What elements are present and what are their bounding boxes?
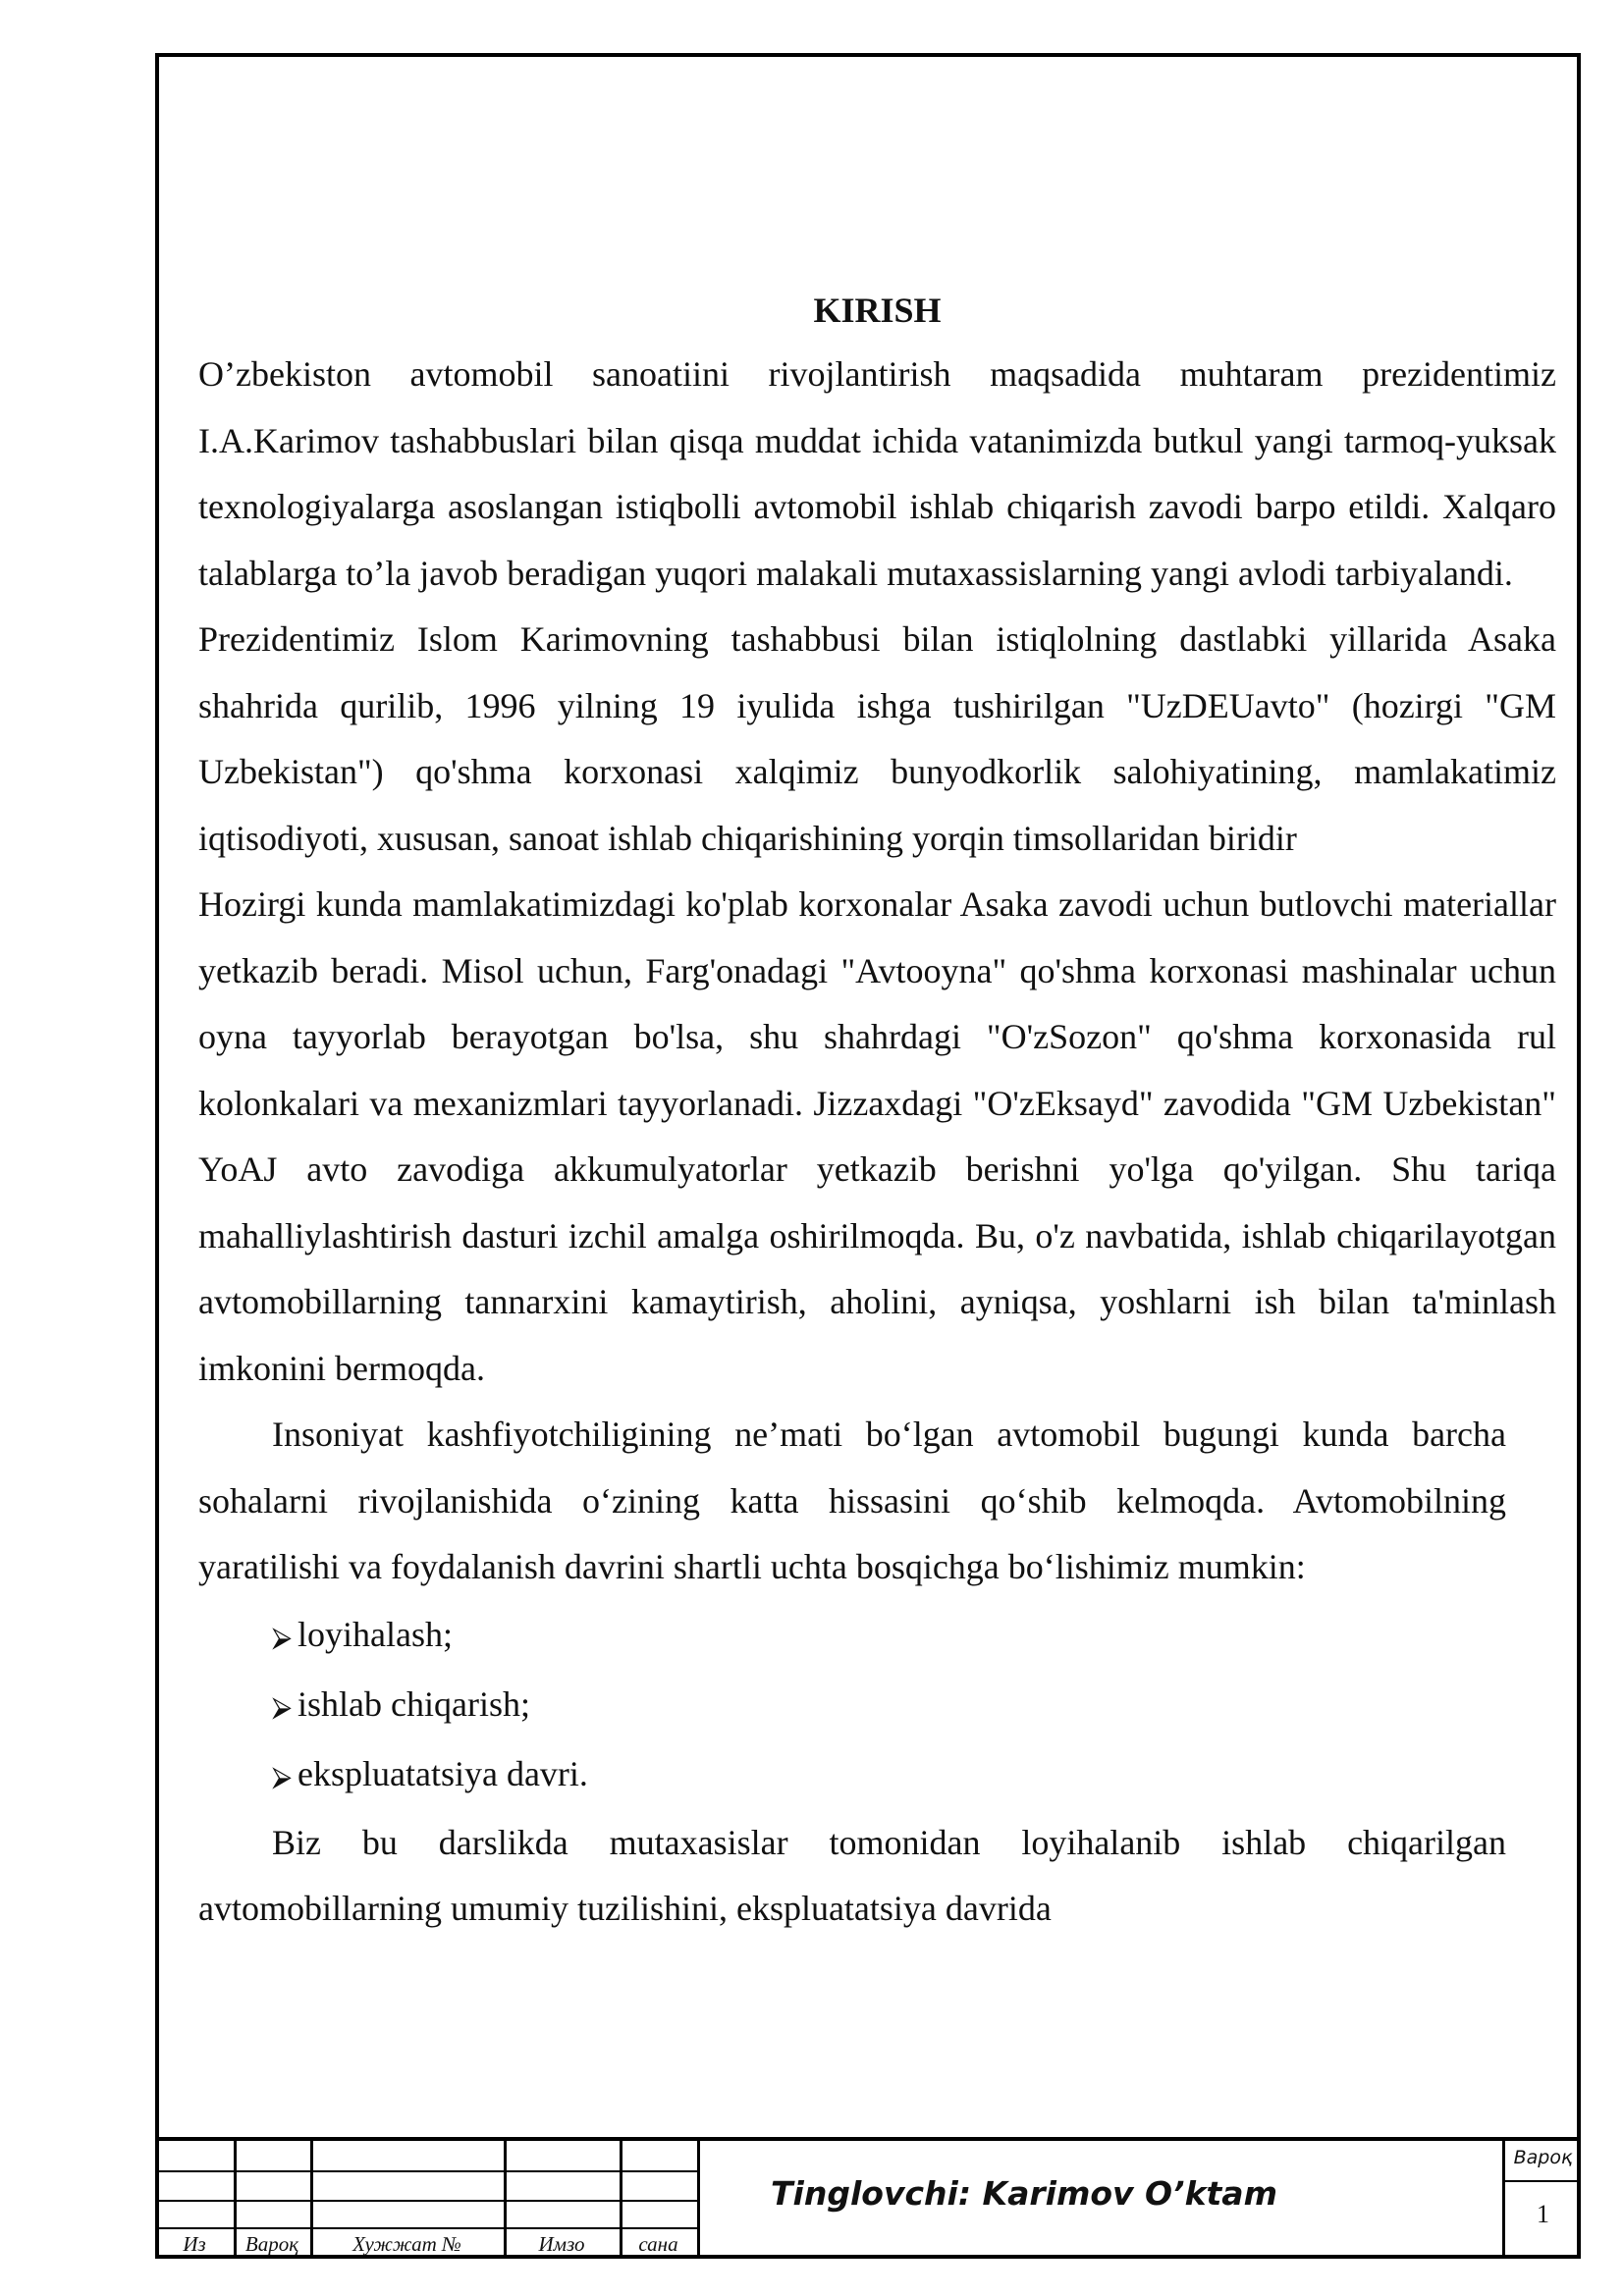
stamp-label-iz: Из xyxy=(183,2232,206,2256)
list-item-text: loyihalash; xyxy=(298,1614,453,1654)
stamp-label-signature: Имзо xyxy=(538,2232,585,2256)
stamp-label-date: сана xyxy=(638,2232,678,2256)
stamp-label-document-no: Хужжат № xyxy=(352,2232,461,2256)
paragraph: O’zbekiston avtomobil sanoatiini rivojlantirish maqsadida muhtaram prezidentimiz I.A.Karimov tashabbuslari bilan qisqa muddat ichida vatanimizda butkul yangi tarmoq-yuksak texnologiyalarga asoslangan istiqbolli avtomobil ishlab chiqarish zavodi barpo etildi. Xalqaro talablarga to’la javob beradigan yuqori malakali mutaxassislarning yangi avlodi tarbiyalandi. xyxy=(198,354,1556,593)
bullet-icon: ⮚ xyxy=(272,1759,292,1792)
list-item xyxy=(198,1601,1556,1671)
document-heading: KIRISH xyxy=(813,291,942,330)
bullet-icon: ⮚ xyxy=(272,1689,292,1723)
sheet-label: Вароқ xyxy=(1513,2147,1573,2168)
paragraph: Biz bu darslikda mutaxasislar tomonidan loyihalanib ishlab chiqarilgan avtomobillarning umumiy tuzilishini, ekspluatatsiya davrida xyxy=(198,1822,1506,1928)
bullet-icon: ⮚ xyxy=(272,1620,292,1653)
title-block xyxy=(155,2137,1581,2259)
paragraph: Hozirgi kunda mamlakatimizdagi ko'plab korxonalar Asaka zavodi uchun butlovchi materiallar yetkazib beradi. Misol uchun, Farg'onadagi "Avtooyna" qo'shma korxonasi mashinalar uchun oyna tayyorlab berayotgan bo'lsa, shu shahrdagi "O'zSozon" qo'shma korxonasida rul kolonkalari va mexanizmlari tayyorlanadi. Jizzaxdagi "O'zEksayd" zavodida "GM Uzbekistan" YoAJ avto zavodiga akkumulyatorlar yetkazib berishni yo'lga qo'yilgan. Shu tariqa mahalliylashtirish dasturi izchil amalga oshirilmoqda. Bu, o'z navbatida, ishlab chiqarilayotgan avtomobillarning tannarxini kamaytirish, aholini, ayniqsa, yoshlarni ish bilan ta'minlash imkonini bermoqda. xyxy=(198,884,1556,1388)
list-item-text: ishlab chiqarish; xyxy=(298,1683,530,1724)
list-item xyxy=(198,1740,1556,1810)
stamp-label-sheet: Вароқ xyxy=(244,2232,299,2256)
paragraph: Prezidentimiz Islom Karimovning tashabbusi bilan istiqlolning dastlabki yillarida Asaka shahrida qurilib, 1996 yilning 19 iyulida ishga tushirilgan "UzDEUavto" (hozirgi "GM Uzbekistan") qo'shma korxonasi xalqimiz bunyodkorlik salohiyatining, mamlakatimiz iqtisodiyoti, xususan, sanoat ishlab chiqarishining yorqin timsollaridan biridir xyxy=(198,619,1556,858)
sheet-number: 1 xyxy=(1537,2200,1549,2228)
list-item-text: ekspluatatsiya davri. xyxy=(298,1753,588,1793)
author-name: Tinglovchi: Karimov O’ktam xyxy=(771,2174,1277,2213)
paragraph: Insoniyat kashfiyotchiligining ne’mati bo‘lgan avtomobil bugungi kunda barcha sohalarni rivojlanishida o‘zining katta hissasini qo‘shib kelmoqda. Avtomobilning yaratilishi va foydalanish davrini shartli uchta bosqichga bo‘lishimiz mumkin: xyxy=(198,1415,1506,1586)
document-body xyxy=(198,285,1556,1943)
list-item xyxy=(198,1671,1556,1740)
